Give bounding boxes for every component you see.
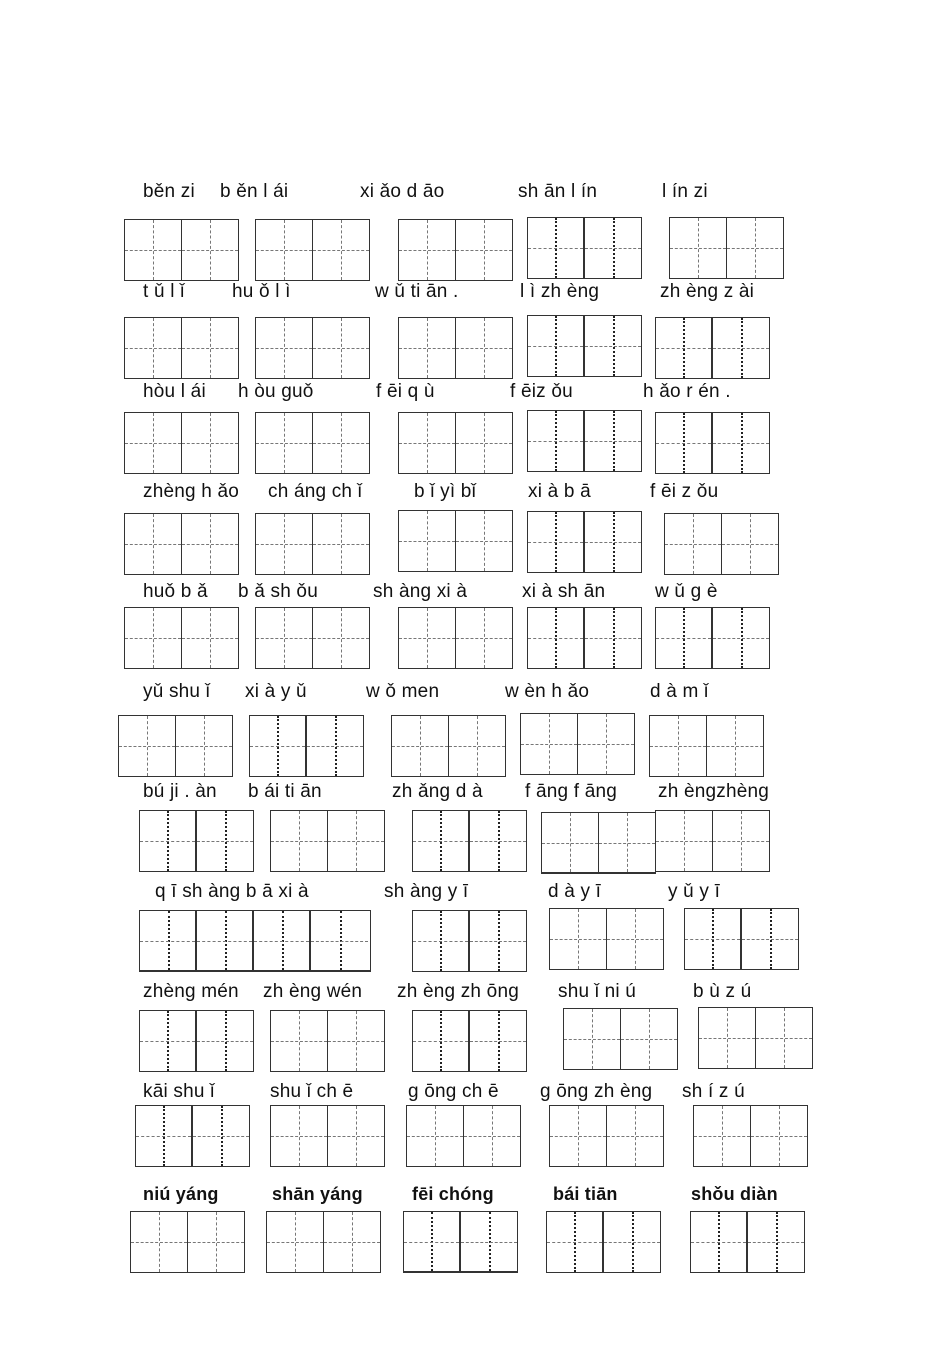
tianzige-cell[interactable]: [256, 514, 313, 574]
writing-box[interactable]: [549, 908, 664, 970]
tianzige-cell[interactable]: [328, 1011, 385, 1071]
writing-box[interactable]: [398, 412, 513, 474]
tianzige-cell[interactable]: [182, 220, 239, 280]
pinyin-line: [0, 280, 950, 306]
tianzige-cell[interactable]: [742, 909, 798, 969]
tianzige-cell[interactable]: [125, 514, 182, 574]
tianzige-cell[interactable]: [188, 1212, 245, 1272]
tianzige-cell[interactable]: [528, 316, 585, 376]
writing-box[interactable]: [135, 1105, 250, 1167]
pinyin-text: xi à sh ān: [522, 581, 606, 602]
pinyin-text: b ǎ sh ǒu: [238, 581, 318, 602]
pinyin-text: xi à b ā: [528, 481, 591, 502]
writing-box[interactable]: [527, 607, 642, 669]
tianzige-cell[interactable]: [399, 511, 456, 571]
tianzige-cell[interactable]: [665, 514, 722, 574]
writing-box[interactable]: [669, 217, 784, 279]
tianzige-cell[interactable]: [182, 608, 239, 668]
tianzige-cell[interactable]: [585, 411, 641, 471]
pinyin-text: xi ǎo d āo: [360, 181, 445, 202]
pinyin-text: běn zi: [143, 181, 195, 202]
pinyin-text: zhèng h ǎo: [143, 481, 240, 502]
tianzige-cell[interactable]: [140, 911, 197, 970]
writing-box[interactable]: [255, 607, 370, 669]
pinyin-line: [0, 580, 950, 606]
pinyin-text: b ǐ yì bǐ: [414, 481, 476, 502]
tianzige-cell[interactable]: [449, 716, 506, 776]
writing-box[interactable]: [255, 317, 370, 379]
tianzige-cell[interactable]: [413, 811, 470, 871]
tianzige-cell[interactable]: [404, 1212, 461, 1271]
tianzige-cell[interactable]: [578, 714, 635, 774]
pinyin-text: f āng f āng: [525, 781, 617, 802]
tianzige-cell[interactable]: [713, 608, 769, 668]
tianzige-cell[interactable]: [599, 813, 656, 872]
tianzige-cell[interactable]: [131, 1212, 188, 1272]
pinyin-text: f ēi q ù: [376, 381, 435, 402]
writing-box[interactable]: [527, 315, 642, 377]
tianzige-cell[interactable]: [313, 413, 370, 473]
pinyin-line: [0, 780, 950, 806]
writing-box[interactable]: [546, 1211, 661, 1273]
tianzige-cell[interactable]: [313, 220, 370, 280]
tianzige-cell[interactable]: [313, 608, 370, 668]
writing-box[interactable]: [693, 1105, 808, 1167]
writing-box[interactable]: [406, 1105, 521, 1167]
tianzige-cell[interactable]: [271, 811, 328, 871]
tianzige-cell[interactable]: [256, 608, 313, 668]
pinyin-text: kāi shu ǐ: [143, 1081, 215, 1102]
tianzige-cell[interactable]: [470, 811, 526, 871]
tianzige-cell[interactable]: [256, 318, 313, 378]
writing-box-four[interactable]: [139, 910, 371, 972]
pinyin-text: huǒ b ǎ: [143, 581, 208, 602]
tianzige-cell[interactable]: [176, 716, 233, 776]
pinyin-text: zh èng z ài: [660, 281, 755, 302]
writing-box[interactable]: [412, 1010, 527, 1072]
tianzige-cell[interactable]: [727, 218, 784, 278]
tianzige-cell[interactable]: [656, 413, 713, 473]
writing-box[interactable]: [412, 810, 527, 872]
tianzige-cell[interactable]: [267, 1212, 324, 1272]
writing-box[interactable]: [563, 1008, 678, 1070]
tianzige-cell[interactable]: [713, 318, 769, 378]
tianzige-cell[interactable]: [470, 1011, 526, 1071]
tianzige-cell[interactable]: [197, 1011, 253, 1071]
tianzige-cell[interactable]: [604, 1212, 660, 1272]
pinyin-line: [0, 1080, 950, 1106]
pinyin-text: yǔ shu ǐ: [143, 681, 211, 702]
tianzige-cell[interactable]: [564, 1009, 621, 1069]
tianzige-cell[interactable]: [547, 1212, 604, 1272]
writing-box[interactable]: [118, 715, 233, 777]
pinyin-text: sh àng xi à: [373, 581, 468, 602]
tianzige-cell[interactable]: [140, 811, 197, 871]
tianzige-cell[interactable]: [528, 512, 585, 572]
tianzige-cell[interactable]: [125, 220, 182, 280]
writing-box[interactable]: [655, 412, 770, 474]
tianzige-cell[interactable]: [125, 318, 182, 378]
tianzige-cell[interactable]: [456, 318, 513, 378]
tianzige-cell[interactable]: [392, 716, 449, 776]
tianzige-cell[interactable]: [328, 811, 385, 871]
tianzige-cell[interactable]: [311, 911, 368, 970]
writing-box[interactable]: [520, 713, 635, 775]
tianzige-cell[interactable]: [650, 716, 707, 776]
writing-box[interactable]: [684, 908, 799, 970]
pinyin-text: f ēi z ǒu: [650, 481, 719, 502]
tianzige-cell[interactable]: [691, 1212, 748, 1272]
writing-box[interactable]: [655, 810, 770, 872]
pinyin-text: shu ǐ ni ú: [558, 981, 637, 1002]
tianzige-cell[interactable]: [621, 1009, 678, 1069]
tianzige-cell[interactable]: [407, 1106, 464, 1166]
pinyin-text: xi à y ǔ: [245, 681, 307, 702]
tianzige-cell[interactable]: [550, 1106, 607, 1166]
pinyin-text: b ù z ú: [693, 981, 752, 1002]
tianzige-cell[interactable]: [464, 1106, 521, 1166]
pinyin-text: y ǔ y ī: [668, 881, 721, 902]
writing-box[interactable]: [412, 910, 527, 972]
tianzige-cell[interactable]: [670, 218, 727, 278]
tianzige-cell[interactable]: [324, 1212, 381, 1272]
writing-box[interactable]: [124, 412, 239, 474]
writing-box[interactable]: [398, 317, 513, 379]
tianzige-cell[interactable]: [461, 1212, 517, 1271]
tianzige-cell[interactable]: [585, 608, 641, 668]
tianzige-cell[interactable]: [250, 716, 307, 776]
tianzige-cell[interactable]: [182, 514, 239, 574]
tianzige-cell[interactable]: [313, 318, 370, 378]
tianzige-cell[interactable]: [182, 318, 239, 378]
tianzige-cell[interactable]: [713, 413, 769, 473]
writing-box[interactable]: [255, 412, 370, 474]
pinyin-line: [0, 480, 950, 506]
pinyin-text: h ǎo r én .: [643, 381, 731, 402]
tianzige-cell[interactable]: [542, 813, 599, 872]
tianzige-cell[interactable]: [470, 911, 526, 971]
writing-box[interactable]: [655, 607, 770, 669]
writing-box[interactable]: [527, 410, 642, 472]
tianzige-cell[interactable]: [528, 411, 585, 471]
writing-box[interactable]: [549, 1105, 664, 1167]
tianzige-cell[interactable]: [313, 514, 370, 574]
pinyin-text: l ín zi: [662, 181, 708, 202]
writing-box[interactable]: [270, 1010, 385, 1072]
tianzige-cell[interactable]: [707, 716, 764, 776]
writing-box[interactable]: [398, 219, 513, 281]
tianzige-cell[interactable]: [399, 318, 456, 378]
tianzige-cell[interactable]: [456, 511, 513, 571]
pinyin-line: [0, 980, 950, 1006]
tianzige-cell[interactable]: [528, 218, 585, 278]
tianzige-cell[interactable]: [656, 608, 713, 668]
writing-box[interactable]: [255, 513, 370, 575]
tianzige-cell[interactable]: [125, 608, 182, 668]
writing-box[interactable]: [391, 715, 506, 777]
tianzige-cell[interactable]: [748, 1212, 804, 1272]
tianzige-cell[interactable]: [307, 716, 363, 776]
pinyin-text: b ái ti ān: [248, 781, 322, 802]
pinyin-text: t ǔ l ǐ: [143, 281, 185, 302]
tianzige-cell[interactable]: [197, 911, 254, 970]
tianzige-cell[interactable]: [399, 413, 456, 473]
pinyin-text: ch áng ch ǐ: [268, 481, 363, 502]
tianzige-cell[interactable]: [399, 608, 456, 668]
tianzige-cell[interactable]: [656, 811, 713, 871]
pinyin-text: zh èng wén: [263, 981, 363, 1002]
tianzige-cell[interactable]: [722, 514, 779, 574]
tianzige-cell[interactable]: [685, 909, 742, 969]
pinyin-text: w ǔ g è: [655, 581, 718, 602]
tianzige-cell[interactable]: [271, 1106, 328, 1166]
writing-box[interactable]: [266, 1211, 381, 1273]
pinyin-text: zhèng mén: [143, 981, 239, 1002]
writing-box[interactable]: [124, 317, 239, 379]
writing-box[interactable]: [270, 1105, 385, 1167]
writing-box[interactable]: [124, 219, 239, 281]
writing-box[interactable]: [403, 1211, 518, 1273]
tianzige-cell[interactable]: [399, 220, 456, 280]
tianzige-cell[interactable]: [413, 911, 470, 971]
writing-box[interactable]: [255, 219, 370, 281]
writing-box[interactable]: [130, 1211, 245, 1273]
tianzige-cell[interactable]: [136, 1106, 193, 1166]
writing-box[interactable]: [649, 715, 764, 777]
tianzige-cell[interactable]: [521, 714, 578, 774]
tianzige-cell[interactable]: [413, 1011, 470, 1071]
pinyin-text: bú ji . àn: [143, 781, 217, 802]
pinyin-text: zh èng zh ōng: [397, 981, 519, 1002]
tianzige-cell[interactable]: [751, 1106, 808, 1166]
tianzige-cell[interactable]: [197, 811, 253, 871]
pinyin-text: zh ǎng d à: [392, 781, 483, 802]
tianzige-cell[interactable]: [607, 909, 664, 969]
tianzige-cell[interactable]: [182, 413, 239, 473]
pinyin-text: h òu guǒ: [238, 381, 314, 402]
writing-box[interactable]: [527, 511, 642, 573]
pinyin-text: fēi chóng: [412, 1184, 494, 1204]
pinyin-text: f ēiz ǒu: [510, 381, 573, 402]
writing-box[interactable]: [398, 510, 513, 572]
tianzige-cell[interactable]: [328, 1106, 385, 1166]
writing-box[interactable]: [270, 810, 385, 872]
pinyin-text: zh èngzhèng: [658, 781, 770, 802]
tianzige-cell[interactable]: [585, 316, 641, 376]
writing-box[interactable]: [690, 1211, 805, 1273]
tianzige-cell[interactable]: [140, 1011, 197, 1071]
pinyin-line: [0, 880, 950, 906]
writing-box[interactable]: [139, 1010, 254, 1072]
tianzige-cell[interactable]: [125, 413, 182, 473]
pinyin-text: hu ǒ l ì: [232, 281, 291, 302]
tianzige-cell[interactable]: [656, 318, 713, 378]
tianzige-cell[interactable]: [756, 1008, 813, 1068]
writing-box[interactable]: [664, 513, 779, 575]
tianzige-cell[interactable]: [456, 413, 513, 473]
pinyin-text: w èn h ǎo: [505, 681, 590, 702]
pinyin-text: sh ān l ín: [518, 181, 598, 202]
tianzige-cell[interactable]: [254, 911, 311, 970]
pinyin-text: g ōng zh èng: [540, 1081, 653, 1102]
tianzige-cell[interactable]: [456, 220, 513, 280]
writing-box[interactable]: [698, 1007, 813, 1069]
tianzige-cell[interactable]: [271, 1011, 328, 1071]
pinyin-text: g ōng ch ē: [408, 1081, 499, 1102]
pinyin-text: shǒu diàn: [691, 1184, 778, 1204]
tianzige-cell[interactable]: [585, 512, 641, 572]
writing-box[interactable]: [124, 513, 239, 575]
tianzige-cell[interactable]: [585, 218, 641, 278]
tianzige-cell[interactable]: [193, 1106, 249, 1166]
tianzige-cell[interactable]: [699, 1008, 756, 1068]
tianzige-cell[interactable]: [456, 608, 513, 668]
pinyin-text: niú yáng: [143, 1184, 219, 1204]
pinyin-text: hòu l ái: [143, 381, 206, 402]
writing-box[interactable]: [249, 715, 364, 777]
writing-box[interactable]: [124, 607, 239, 669]
tianzige-cell[interactable]: [713, 811, 770, 871]
pinyin-text: b ěn l ái: [220, 181, 289, 202]
pinyin-text: shu ǐ ch ē: [270, 1081, 354, 1102]
pinyin-text: sh àng y ī: [384, 881, 469, 902]
pinyin-line: [0, 1182, 950, 1208]
writing-box[interactable]: [139, 810, 254, 872]
tianzige-cell[interactable]: [256, 413, 313, 473]
tianzige-cell[interactable]: [119, 716, 176, 776]
writing-box[interactable]: [655, 317, 770, 379]
pinyin-text: w ǔ ti ān .: [375, 281, 459, 302]
writing-box[interactable]: [541, 812, 656, 874]
pinyin-line: [0, 380, 950, 406]
pinyin-text: sh í z ú: [682, 1081, 745, 1102]
writing-box[interactable]: [527, 217, 642, 279]
pinyin-text: d à y ī: [548, 881, 602, 902]
pinyin-text: q ī sh àng b ā xi à: [155, 881, 309, 902]
pinyin-line: [0, 180, 950, 206]
writing-box[interactable]: [398, 607, 513, 669]
pinyin-text: shān yáng: [272, 1184, 363, 1204]
tianzige-cell[interactable]: [694, 1106, 751, 1166]
pinyin-text: d à m ǐ: [650, 681, 709, 702]
pinyin-line: [0, 680, 950, 706]
pinyin-text: w ǒ men: [366, 681, 440, 702]
pinyin-text: l ì zh èng: [520, 281, 600, 302]
tianzige-cell[interactable]: [256, 220, 313, 280]
tianzige-cell[interactable]: [528, 608, 585, 668]
tianzige-cell[interactable]: [607, 1106, 664, 1166]
pinyin-text: bái tiān: [553, 1184, 618, 1204]
tianzige-cell[interactable]: [550, 909, 607, 969]
